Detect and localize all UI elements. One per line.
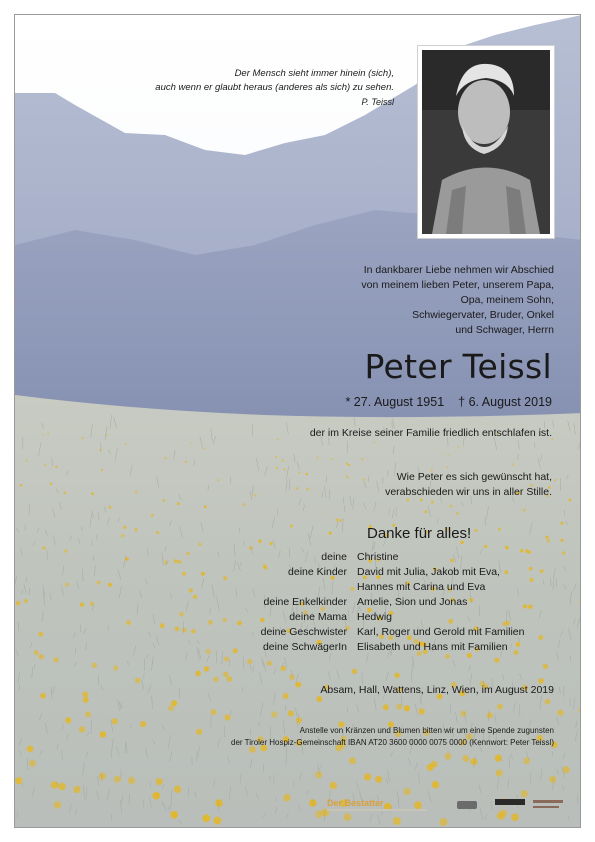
- meadow-flower: [450, 505, 453, 508]
- life-dates: [345, 394, 552, 410]
- meadow-flower: [47, 433, 49, 435]
- meadow-flower: [165, 457, 167, 459]
- meadow-flower: [494, 658, 499, 663]
- meadow-flower: [213, 677, 219, 683]
- mourner-relation: [175, 580, 357, 595]
- meadow-flower: [361, 458, 363, 460]
- meadow-flower: [121, 534, 124, 537]
- meadow-flower: [288, 710, 294, 716]
- meadow-flower: [349, 757, 356, 764]
- meadow-flower: [560, 522, 563, 525]
- meadow-flower: [202, 814, 210, 822]
- meadow-flower: [275, 456, 277, 458]
- meadow-flower: [50, 483, 52, 485]
- mourner-relation: deine Enkelkinder: [263, 596, 347, 608]
- meadow-flower: [346, 476, 348, 478]
- meadow-flower: [170, 811, 178, 819]
- birth-date: * 27. August 1951: [345, 395, 445, 409]
- meadow-flower: [135, 491, 138, 494]
- meadow-flower: [309, 799, 317, 807]
- meadow-flower: [523, 509, 526, 512]
- intro-line: Opa, meinem Sohn,: [460, 294, 554, 306]
- mourner-names: Elisabeth und Hans mit Familien: [357, 641, 508, 653]
- meadow-flower: [394, 673, 400, 679]
- partner-logos: [455, 797, 565, 813]
- meadow-flower: [306, 473, 308, 475]
- meadow-flower: [330, 782, 337, 789]
- meadow-flower: [498, 528, 501, 531]
- meadow-flower: [538, 678, 544, 684]
- meadow-flower: [439, 818, 447, 826]
- mourner-row: [175, 610, 575, 625]
- meadow-flower: [156, 778, 163, 785]
- meadow-flower: [316, 696, 322, 702]
- mourner-row: [175, 625, 575, 640]
- meadow-flower: [80, 603, 84, 607]
- meadow-flower: [364, 773, 371, 780]
- meadow-flower: [247, 659, 252, 664]
- meadow-flower: [331, 458, 333, 460]
- meadow-flower: [424, 510, 427, 513]
- meadow-flower: [254, 494, 257, 497]
- meadow-flower: [496, 769, 503, 776]
- meadow-flower: [203, 448, 205, 450]
- meadow-flower: [26, 460, 28, 462]
- meadow-flower: [100, 731, 107, 738]
- meadow-flower: [51, 781, 58, 788]
- donation-note: [231, 725, 554, 749]
- meadow-flower: [487, 712, 493, 718]
- meadow-flower: [225, 714, 231, 720]
- grass-blade: [581, 536, 582, 544]
- meadow-flower: [404, 705, 410, 711]
- meadow-flower: [271, 711, 277, 717]
- meadow-flower: [55, 466, 57, 468]
- meadow-flower: [554, 479, 556, 481]
- meadow-flower: [112, 718, 118, 724]
- meadow-flower: [456, 512, 459, 515]
- meadow-flower: [42, 546, 46, 550]
- donation-line: Anstelle von Kränzen und Blumen bitten wir um eine Spende zugunsten: [299, 726, 554, 735]
- meadow-flower: [270, 542, 273, 545]
- meadow-flower: [58, 783, 65, 790]
- mourner-names: Hedwig: [357, 611, 393, 623]
- meadow-flower: [65, 583, 69, 587]
- meadow-flower: [484, 545, 487, 548]
- portrait-photo: [417, 45, 555, 239]
- meadow-flower: [557, 710, 563, 716]
- meadow-flower: [549, 776, 556, 783]
- meadow-flower: [445, 753, 452, 760]
- meadow-flower: [54, 801, 62, 809]
- meadow-flower: [82, 692, 88, 698]
- meadow-flower: [134, 528, 137, 531]
- meadow-flower: [497, 704, 503, 710]
- meadow-flower: [177, 502, 180, 505]
- meadow-flower: [97, 581, 101, 585]
- meadow-flower: [123, 526, 126, 529]
- meadow-flower: [543, 664, 548, 669]
- meadow-flower: [128, 777, 135, 784]
- mourner-row: [175, 580, 575, 595]
- meadow-flower: [217, 479, 219, 481]
- meadow-flower: [461, 711, 467, 717]
- meadow-flower: [191, 442, 193, 444]
- meadow-flower: [211, 709, 217, 715]
- meadow-flower: [431, 761, 438, 768]
- meadow-flower: [44, 464, 46, 466]
- meadow-flower: [135, 678, 141, 684]
- meadow-flower: [419, 708, 425, 714]
- meadow-flower: [198, 543, 201, 546]
- undertaker-footer: [327, 795, 567, 815]
- meadow-flower: [404, 788, 411, 795]
- intro-line: Schwiegervater, Bruder, Onkel: [412, 309, 554, 321]
- meadow-flower: [40, 693, 46, 699]
- meadow-flower: [24, 599, 28, 603]
- meadow-flower: [65, 717, 71, 723]
- undertaker-logo: Der Bestatter: [327, 798, 384, 808]
- mourner-relation: deine Geschwister: [260, 626, 347, 638]
- meadow-flower: [64, 549, 68, 553]
- meadow-flower: [156, 531, 159, 534]
- meadow-flower: [283, 794, 291, 802]
- place-and-date: Absam, Hall, Wattens, Linz, Wien, im August 2019: [320, 684, 554, 696]
- meadow-flower: [339, 519, 342, 522]
- meadow-flower: [113, 665, 118, 670]
- quote-line: auch wenn er glaubt heraus (anderes als sich) zu sehen.: [155, 82, 394, 93]
- meadow-flower: [114, 776, 121, 783]
- intro-line: von meinem lieben Peter, unserem Papa,: [361, 279, 554, 291]
- meadow-flower: [196, 729, 202, 735]
- meadow-flower: [224, 656, 229, 661]
- meadow-flower: [362, 478, 364, 480]
- intro-line: In dankbarer Liebe nehmen wir Abschied: [363, 264, 554, 276]
- meadow-flower: [348, 464, 350, 466]
- meadow-flower: [431, 501, 434, 504]
- meadow-flower: [545, 536, 548, 539]
- donation-line: der Tiroler Hospiz-Gemeinschaft IBAN AT20 3600 0000 0075 0000 (Kennwort: Peter Teissl): [231, 738, 554, 747]
- passed-statement: der im Kreise seiner Familie friedlich entschlafen ist.: [309, 427, 552, 439]
- meadow-flower: [85, 711, 91, 717]
- meadow-flower: [82, 437, 84, 439]
- mourner-names: Christine: [357, 551, 399, 563]
- meadow-flower: [91, 492, 94, 495]
- meadow-flower: [295, 682, 301, 688]
- meadow-flower: [151, 514, 154, 517]
- meadow-flower: [393, 817, 401, 825]
- meadow-flower: [329, 532, 332, 535]
- meadow-flower: [547, 539, 550, 542]
- mourner-names: David mit Julia, Jakob mit Eva,: [357, 566, 500, 578]
- meadow-flower: [153, 792, 161, 800]
- meadow-flower: [346, 463, 348, 465]
- portrait-image: [422, 50, 550, 234]
- meadow-flower: [569, 499, 572, 502]
- meadow-flower: [227, 676, 233, 682]
- meadow-flower: [79, 726, 85, 732]
- meadow-flower: [457, 446, 459, 448]
- obituary-card: [14, 14, 581, 828]
- mourner-row: [175, 565, 575, 580]
- meadow-flower: [215, 799, 223, 807]
- quote-author: P. Teissl: [361, 97, 394, 107]
- meadow-flower: [463, 755, 470, 762]
- meadow-flower: [512, 463, 514, 465]
- meadow-flower: [162, 499, 165, 502]
- mourner-row: [175, 595, 575, 610]
- meadow-flower: [73, 786, 80, 793]
- death-date: † 6. August 2019: [458, 395, 552, 409]
- meadow-flower: [140, 721, 146, 727]
- meadow-flower: [43, 434, 45, 436]
- meadow-flower: [432, 781, 439, 788]
- meadow-flower: [20, 484, 22, 486]
- mourner-row: [175, 640, 575, 655]
- meadow-flower: [316, 457, 318, 459]
- intro-line: und Schwager, Herrn: [455, 324, 554, 336]
- meadow-flower: [125, 443, 127, 445]
- meadow-flower: [298, 472, 300, 474]
- meadow-flower: [223, 672, 229, 678]
- mourner-relation: deine Kinder: [288, 566, 347, 578]
- mourner-relation: deine SchwägerIn: [262, 641, 347, 653]
- meadow-flower: [109, 506, 112, 509]
- meadow-flower: [267, 661, 272, 666]
- deceased-name: Peter Teissl: [364, 347, 552, 386]
- wish-line: Wie Peter es sich gewünscht hat,: [396, 471, 552, 483]
- mourner-names: Amelie, Sion und Jonas: [357, 596, 468, 608]
- meadow-flower: [276, 467, 278, 469]
- meadow-flower: [335, 518, 338, 521]
- meadow-flower: [39, 654, 44, 659]
- meadow-flower: [126, 620, 131, 625]
- meadow-flower: [204, 505, 207, 508]
- meadow-flower: [160, 623, 165, 628]
- meadow-flower: [83, 697, 89, 703]
- meadow-flower: [168, 705, 174, 711]
- quote-line: Der Mensch sieht immer hinein (sich),: [234, 68, 394, 79]
- meadow-flower: [92, 663, 97, 668]
- mourner-row: [175, 550, 575, 565]
- footer-smallprint-rule: [327, 809, 427, 811]
- intro-text: [361, 263, 554, 338]
- meadow-flower: [396, 704, 402, 710]
- meadow-flower: [101, 469, 103, 471]
- meadow-flower: [289, 674, 295, 680]
- mourner-names: Karl, Roger und Gerold mit Familien: [357, 626, 525, 638]
- meadow-flower: [296, 717, 302, 723]
- meadow-flower: [306, 488, 309, 491]
- thanks-heading: Danke für alles!: [367, 525, 472, 542]
- meadow-flower: [560, 539, 563, 542]
- meadow-flower: [282, 460, 284, 462]
- meadow-flower: [15, 777, 22, 784]
- meadow-flower: [523, 757, 530, 764]
- meadow-flower: [27, 746, 34, 753]
- meadow-flower: [545, 699, 551, 705]
- meadow-flower: [29, 760, 36, 767]
- meadow-flower: [447, 455, 449, 457]
- meadow-flower: [374, 441, 376, 443]
- farewell-wish: [385, 470, 552, 500]
- meadow-flower: [99, 773, 106, 780]
- mourners-list: [175, 550, 575, 655]
- meadow-flower: [277, 439, 279, 441]
- meadow-flower: [446, 466, 448, 468]
- mourner-relation: deine Mama: [289, 611, 347, 623]
- meadow-flower: [195, 671, 201, 677]
- meadow-flower: [38, 632, 43, 637]
- meadow-flower: [16, 601, 20, 605]
- meadow-flower: [258, 540, 261, 543]
- meadow-flower: [375, 776, 382, 783]
- meadow-flower: [283, 693, 289, 699]
- meadow-flower: [34, 650, 39, 655]
- quote-block: [155, 67, 394, 109]
- meadow-flower: [213, 817, 221, 825]
- meadow-flower: [315, 771, 322, 778]
- meadow-flower: [296, 487, 299, 490]
- meadow-flower: [185, 461, 187, 463]
- meadow-flower: [204, 666, 209, 671]
- meadow-flower: [475, 529, 478, 532]
- meadow-flower: [290, 524, 293, 527]
- meadow-flower: [53, 657, 58, 662]
- mourner-relation: deine: [321, 551, 347, 563]
- meadow-flower: [281, 666, 286, 671]
- meadow-flower: [283, 468, 285, 470]
- meadow-flower: [108, 583, 112, 587]
- mourner-names: Hannes mit Carina und Eva: [357, 581, 486, 593]
- meadow-flower: [242, 503, 245, 506]
- meadow-flower: [174, 786, 181, 793]
- meadow-flower: [505, 546, 509, 550]
- meadow-flower: [352, 669, 358, 675]
- meadow-flower: [495, 755, 502, 762]
- meadow-flower: [383, 704, 389, 710]
- wish-line: verabschieden wir uns in aller Stille.: [385, 486, 552, 498]
- meadow-flower: [64, 491, 67, 494]
